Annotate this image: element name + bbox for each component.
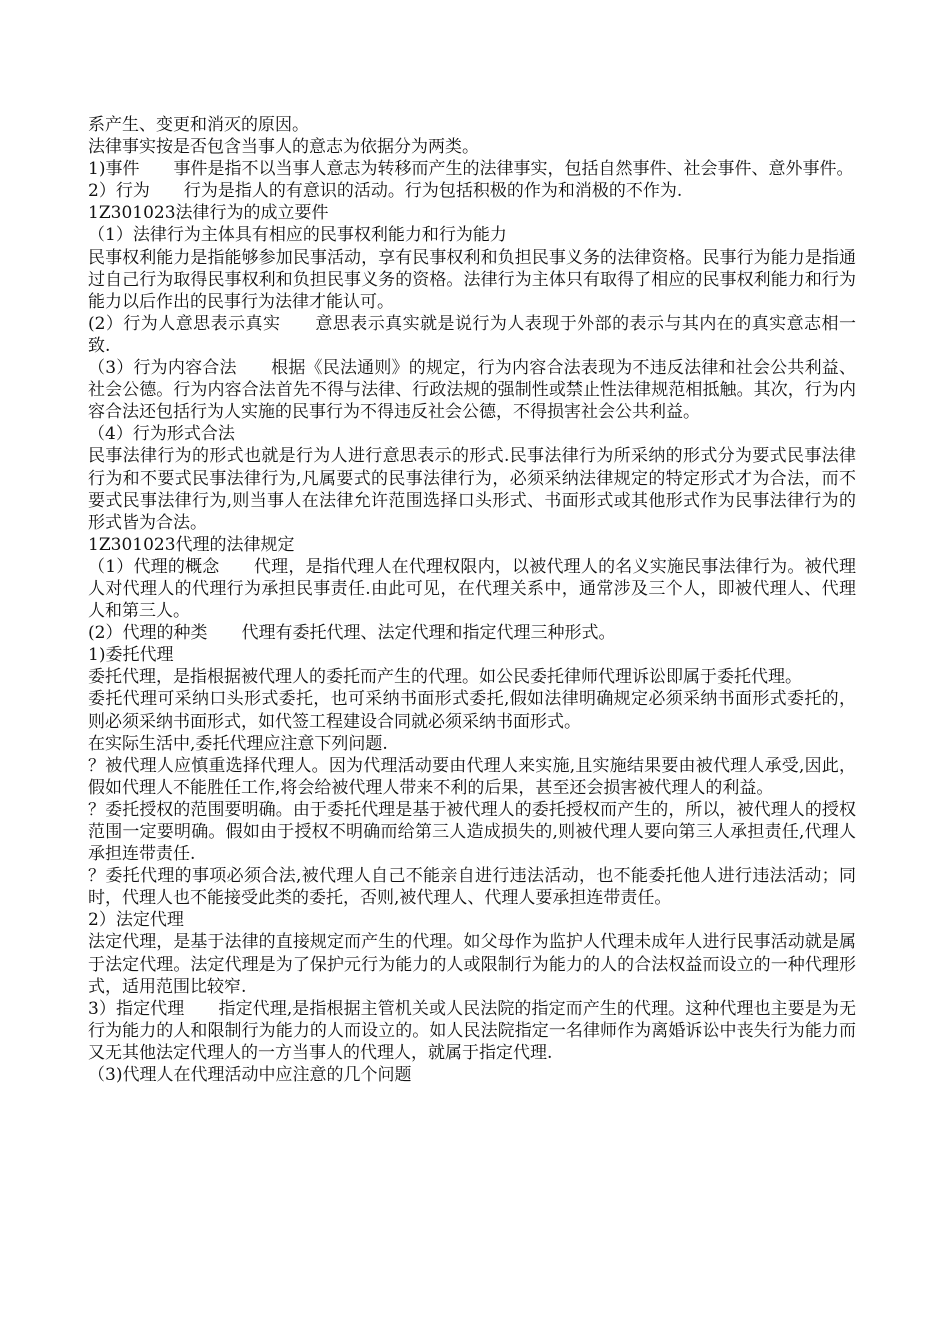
subheading-entrusted-agency: 1)委托代理 [88, 645, 174, 666]
paragraph-entrusted-issues-intro: 在实际生活中,委托代理应注意下列问题. [88, 733, 388, 754]
document-body [88, 114, 856, 1086]
list-item-authorization-scope: ？委托授权的范围要明确。由于委托代理是基于被代理人的委托授权而产生的，所以，被代理人的授权范围一定要明确。假如由于授权不明确而给第三人造成损失的,则被代理人要向第三人承担责任,代理人承担连带责任. [88, 799, 856, 865]
paragraph-behavior: 2）行为 行为是指人的有意识的活动。行为包括积极的作为和消极的不作为. [88, 181, 683, 202]
paragraph-event: 1)事件 事件是指不以当事人意志为转移而产生的法律事实，包括自然事件、社会事件、意外事件。 [88, 159, 854, 180]
subheading-agent-issues: （3)代理人在代理活动中应注意的几个问题 [88, 1065, 412, 1086]
paragraph-capacity: 民事权利能力是指能够参加民事活动，享有民事权利和负担民事义务的法律资格。民事行为能力是指通过自己行为取得民事权利和负担民事义务的资格。法律行为主体只有取得了相应的民事权利能力和行为能力以后作出的民事行为法律才能认可。 [88, 247, 856, 312]
paragraph-lawful-form: 民事法律行为的形式也就是行为人进行意思表示的形式.民事法律行为所采纳的形式分为要式民事法律行为和不要式民事法律行为,凡属要式的民事法律行为，必须采纳法律规定的特定形式才为合法，而不要式民事法律行为,则当事人在法律允许范围选择口头形式、书面形式或其他形式作为民事法律行为的形式皆为合法。 [88, 446, 856, 533]
section-heading-legal-act-requirements: 1Z301023法律行为的成立要件 [88, 203, 329, 224]
paragraph-designated-agency: 3）指定代理 指定代理,是指根据主管机关或人民法院的指定而产生的代理。这种代理也主要是为无行为能力的人和限制行为能力的人而设立的。如人民法院指定一名律师作为离婚诉讼中丧失行为能力而又无其他法定代理人的一方当事人的代理人，就属于指定代理. [88, 998, 856, 1063]
list-item-lawful-matters: ？委托代理的事项必须合法,被代理人自己不能亲自进行违法活动，也不能委托他人进行违法活动；同时，代理人也不能接受此类的委托，否则,被代理人、代理人要承担连带责任。 [88, 866, 856, 909]
paragraph-statutory-agency: 法定代理，是基于法律的直接规定而产生的代理。如父母作为监护人代理未成年人进行民事活动就是属于法定代理。法定代理是为了保护元行为能力的人或限制行为能力的人的合法权益而设立的一种代理形式，适用范围比较窄. [88, 932, 856, 997]
paragraph-agency-concept: （1）代理的概念 代理，是指代理人在代理权限内，以被代理人的名义实施民事法律行为。被代理人对代理人的代理行为承担民事责任.由此可见，在代理关系中，通常涉及三个人，即被代理人、代理人和第三人。 [88, 556, 856, 622]
paragraph-lawful-content: （3）行为内容合法 根据《民法通则》的规定，行为内容合法表现为不违反法律和社会公共利益、社会公德。行为内容合法首先不得与法律、行政法规的强制性或禁止性法律规范相抵触。其次，行为内容合法还包括行为人实施的民事行为不得违反社会公德，不得损害社会公共利益。 [88, 358, 856, 423]
subheading-statutory-agency: 2）法定代理 [88, 910, 184, 931]
section-heading-agency-rules: 1Z301023代理的法律规定 [88, 534, 295, 555]
subheading-capacity: （1）法律行为主体具有相应的民事权利能力和行为能力 [88, 225, 507, 246]
paragraph-cause-continuation: 系产生、变更和消灭的原因。 [88, 115, 309, 135]
subheading-lawful-form: （4）行为形式合法 [88, 424, 235, 445]
list-item-choose-agent: ？被代理人应慎重选择代理人。因为代理活动要由代理人来实施,且实施结果要由被代理人承受,因此，假如代理人不能胜任工作,将会给被代理人带来不利的后果，甚至还会损害被代理人的利益。 [88, 755, 856, 798]
paragraph-agency-types: (2）代理的种类 代理有委托代理、法定代理和指定代理三种形式。 [88, 623, 616, 644]
paragraph-legal-facts-classification: 法律事实按是否包含当事人的意志为依据分为两类。 [88, 137, 479, 158]
paragraph-entrusted-definition: 委托代理，是指根据被代理人的委托而产生的代理。如公民委托律师代理诉讼即属于委托代理。 [88, 667, 802, 688]
paragraph-entrusted-form: 委托代理可采纳口头形式委托，也可采纳书面形式委托,假如法律明确规定必须采纳书面形式委托的，则必须采纳书面形式，如代签工程建设合同就必须采纳书面形式。 [88, 689, 856, 732]
paragraph-true-intention: (2）行为人意思表示真实 意思表示真实就是说行为人表现于外部的表示与其内在的真实意志相一致. [88, 313, 856, 356]
